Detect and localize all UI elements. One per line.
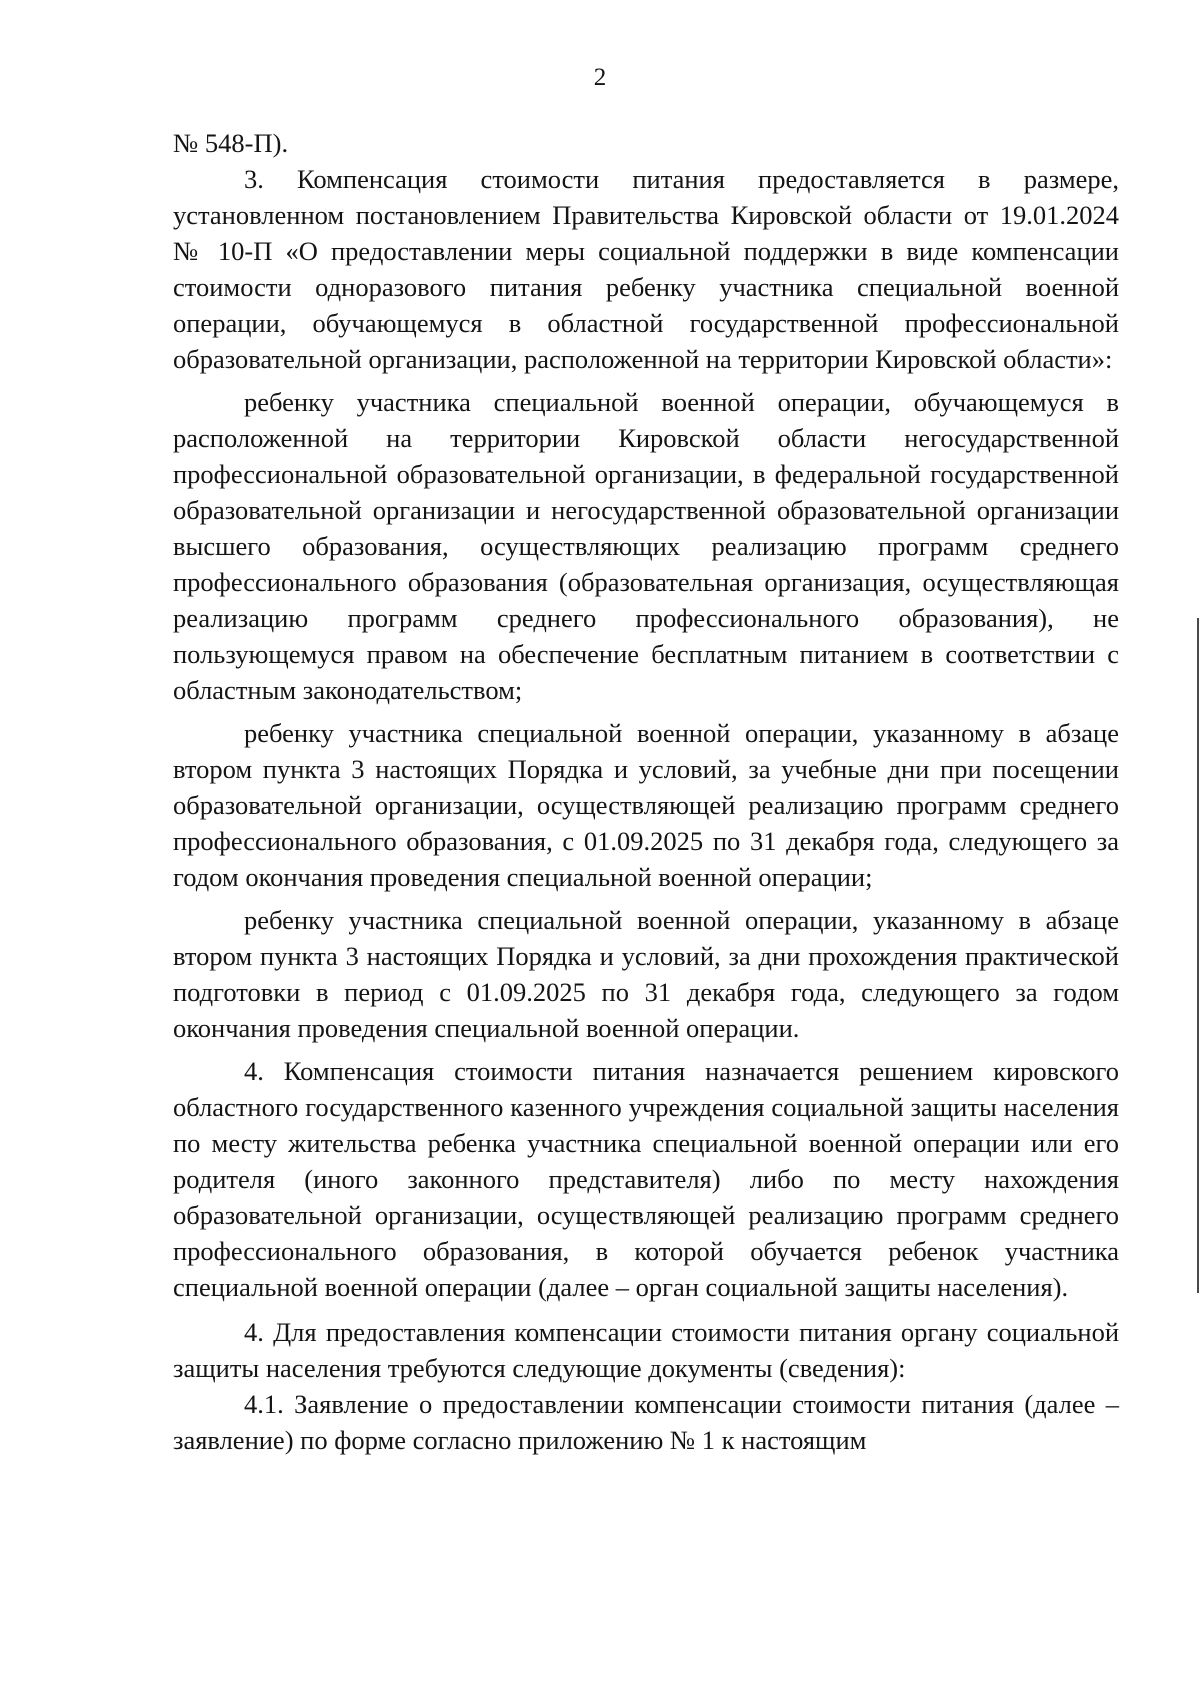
paragraph-item-3-sub-2: ребенку участника специальной военной операции, указанному в абзаце втором пункта 3 настоящих Порядка и условий, за учебные дни при посещении образовательной организации, осуществляющей реализацию программ среднего профессионального образования, с 01.09.2025 по 31 декабря года, следующего за годом окончания проведения специальной военной операции; <box>173 718 1119 892</box>
paragraph-item-4-documents: 4. Для предоставления компенсации стоимости питания органу социальной защиты населения требуются следующие документы (сведения): <box>173 1317 1119 1383</box>
paragraph-item-3-sub-1: ребенку участника специальной военной операции, обучающемуся в расположенной на территории Кировской области негосударственной профессиональной образовательной организации, в федеральной государственной образовательной организации и негосударственной образовательной организации высшего образования, осуществляющих реализацию программ среднего профессионального образования (образовательная организация, осуществляющая реализацию программ среднего профессионального образования), не пользующемуся правом на обеспечение бесплатным питанием в соответствии с областным законодательством; <box>173 387 1119 705</box>
paragraph-continuation: № 548-П). <box>173 128 289 158</box>
scan-edge-line <box>1197 618 1199 1293</box>
paragraph-item-4-assignment: 4. Компенсация стоимости питания назначается решением кировского областного государственного казенного учреждения социальной защиты населения по месту жительства ребенка участника специальной военной операции или его родителя (иного законного представителя) либо по месту нахождения образовательной организации, осуществляющей реализацию программ среднего профессионального образования, в которой обучается ребенок участника специальной военной операции (далее – орган социальной защиты населения). <box>173 1056 1119 1302</box>
document-body <box>173 125 1119 1458</box>
page-number: 2 <box>593 64 607 91</box>
paragraph-item-3: 3. Компенсация стоимости питания предоставляется в размере, установленном постановлением Правительства Кировской области от 19.01.2024 № 10-П «О предоставлении меры социальной поддержки в виде компенсации стоимости одноразового питания ребенку участника специальной военной операции, обучающемуся в областной государственной профессиональной образовательной организации, расположенной на территории Кировской области»: <box>173 164 1119 374</box>
paragraph-item-4-1: 4.1. Заявление о предоставлении компенсации стоимости питания (далее – заявление) по форме согласно приложению № 1 к настоящим <box>173 1389 1119 1455</box>
paragraph-item-3-sub-3: ребенку участника специальной военной операции, указанному в абзаце втором пункта 3 настоящих Порядка и условий, за дни прохождения практической подготовки в период с 01.09.2025 по 31 декабря года, следующего за годом окончания проведения специальной военной операции. <box>173 905 1119 1043</box>
